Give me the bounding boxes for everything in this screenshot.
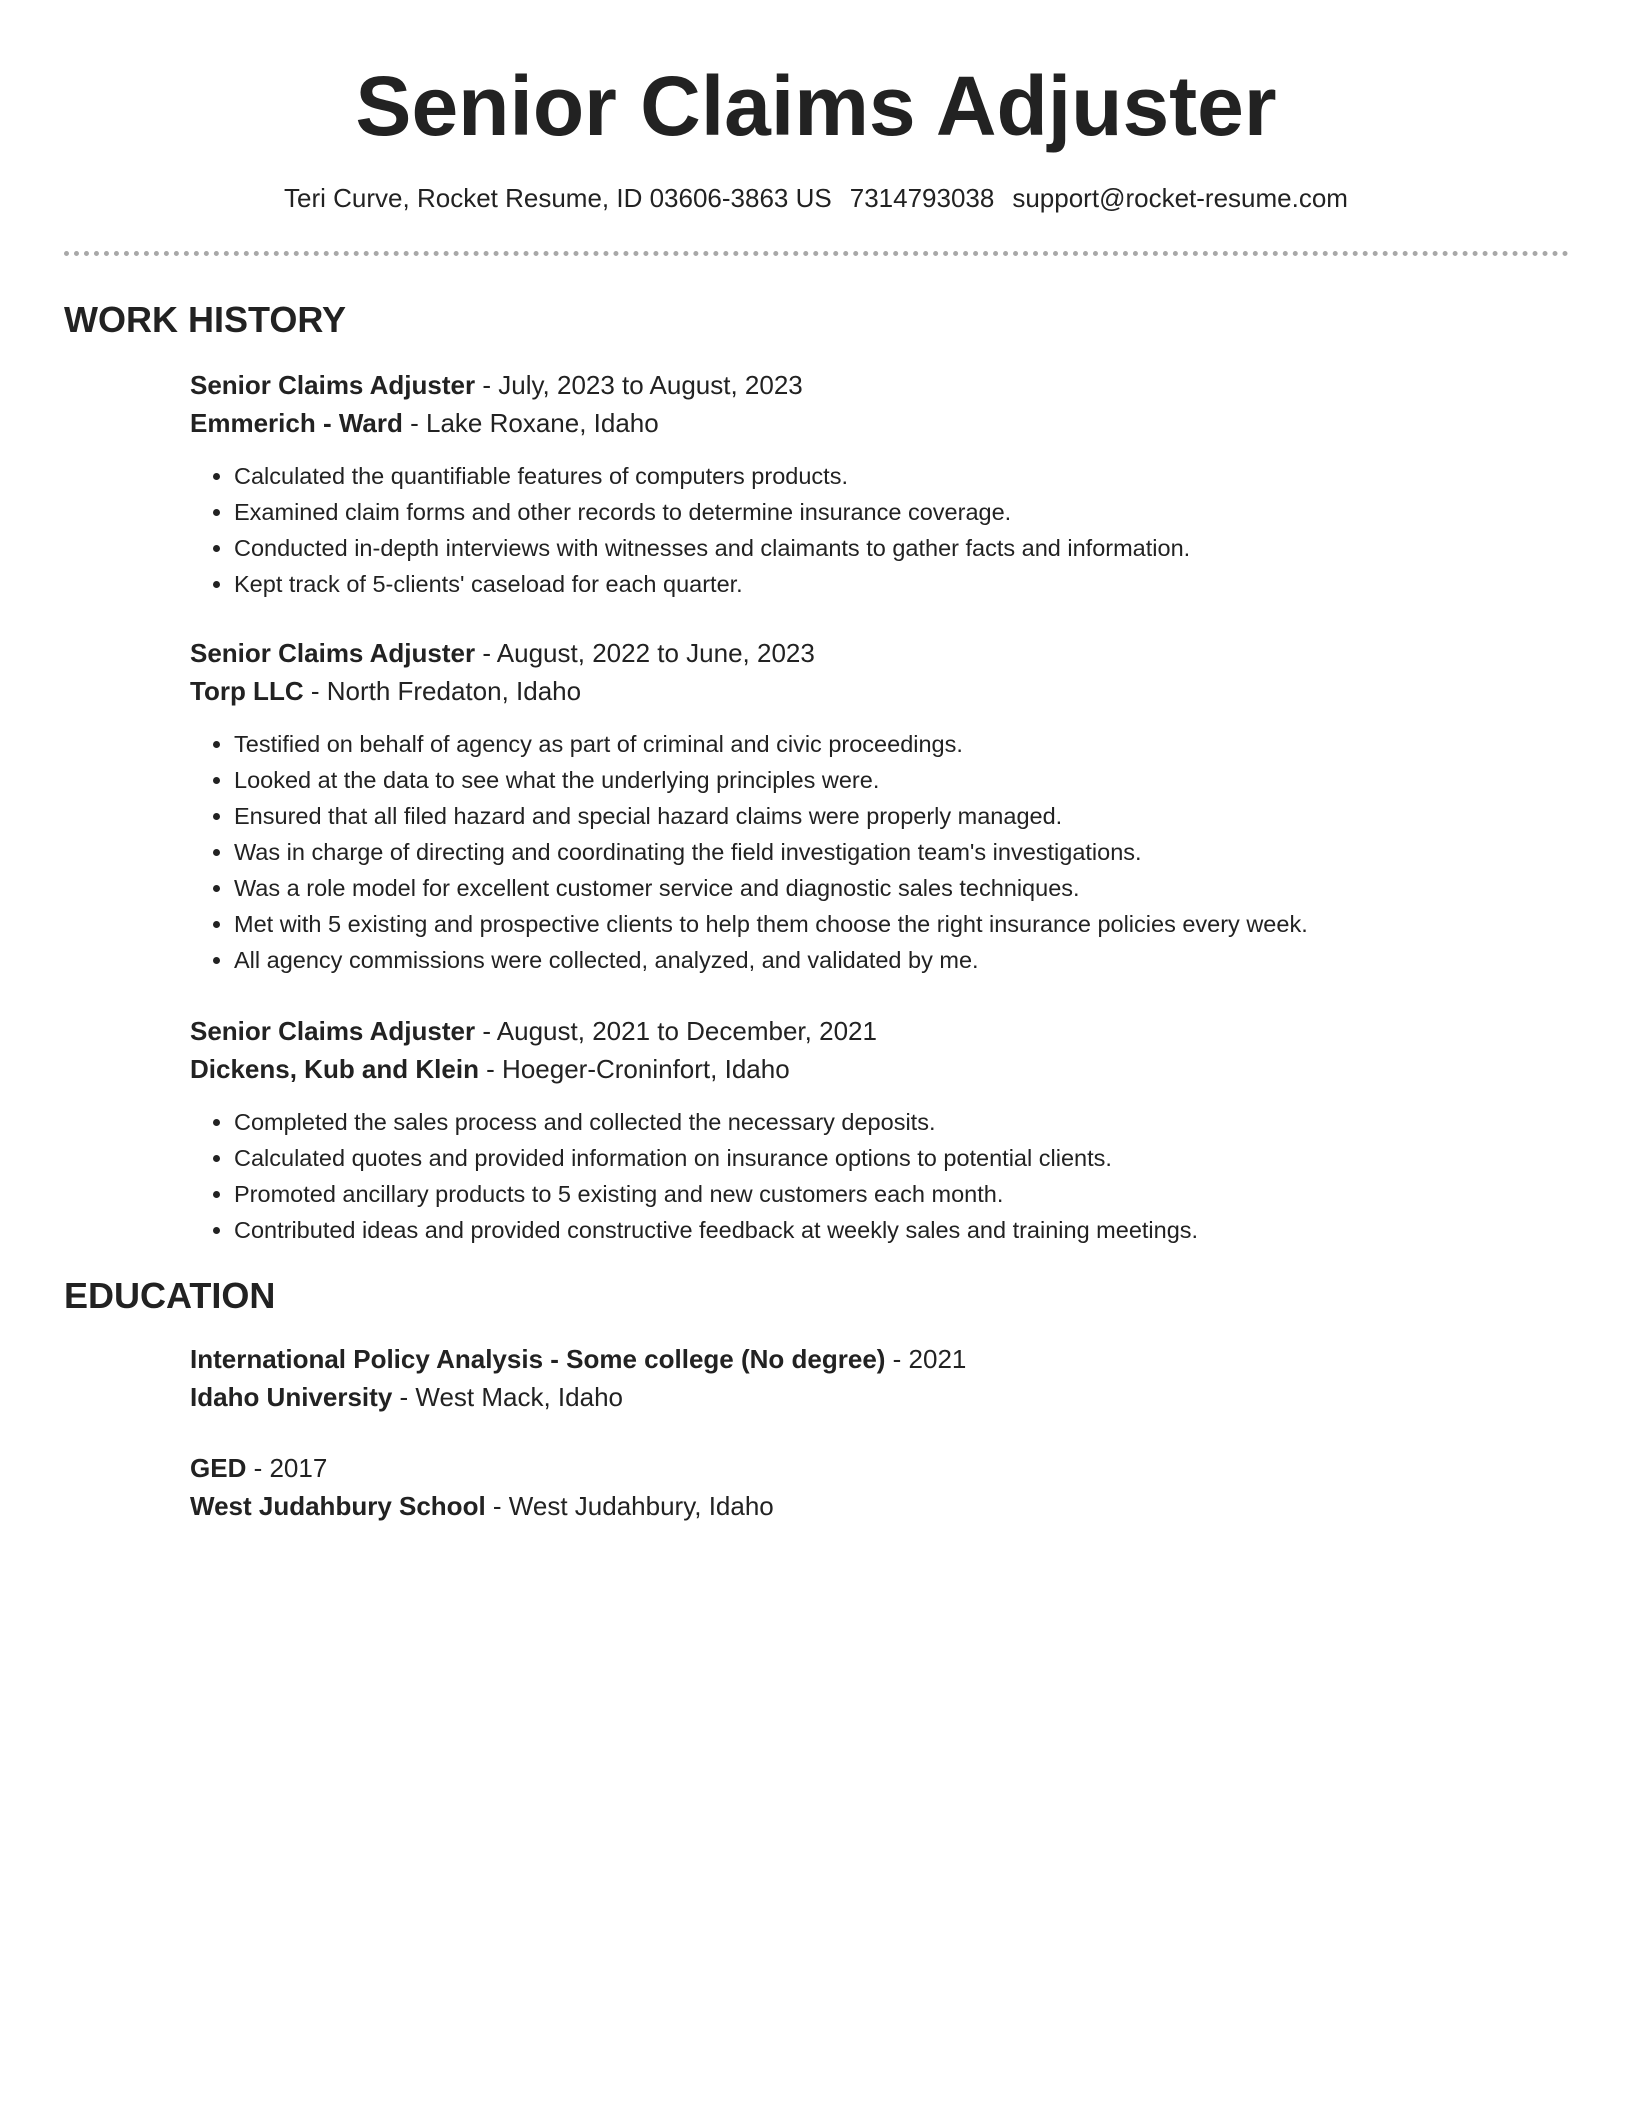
job-company: Emmerich - Ward <box>190 408 403 438</box>
job-company-line <box>190 404 1570 442</box>
education-entry <box>190 1340 1570 1416</box>
degree-line <box>190 1449 1570 1487</box>
job-entry <box>190 1012 1570 1248</box>
contact-phone: 7314793038 <box>849 183 995 213</box>
job-entry <box>190 634 1570 978</box>
work-history-heading: WORK HISTORY <box>64 299 347 340</box>
job-bullet: • Completed the sales process and collected the necessary deposits. <box>234 1104 1570 1140</box>
job-bullet: • Met with 5 existing and prospective clients to help them choose the right insurance policies every week. <box>234 906 1570 942</box>
contact-email: support@rocket-resume.com <box>1012 183 1348 213</box>
job-bullets <box>190 726 1570 978</box>
education-heading: EDUCATION <box>64 1275 276 1316</box>
job-company: Dickens, Kub and Klein <box>190 1054 479 1084</box>
school: West Judahbury School <box>190 1491 486 1521</box>
contact-address: Teri Curve, Rocket Resume, ID 03606-3863 US <box>284 183 832 213</box>
school-line <box>190 1487 1570 1525</box>
degree-line <box>190 1340 1570 1378</box>
job-entry <box>190 366 1570 602</box>
job-title-line <box>190 1012 1570 1050</box>
job-title: Senior Claims Adjuster <box>190 1016 476 1046</box>
job-dates: - July, 2023 to August, 2023 <box>475 370 803 400</box>
job-bullet: • Contributed ideas and provided constructive feedback at weekly sales and training meetings. <box>234 1212 1570 1248</box>
degree-year: - 2017 <box>246 1453 328 1483</box>
job-bullet: • Promoted ancillary products to 5 existing and new customers each month. <box>234 1176 1570 1212</box>
school-line <box>190 1378 1570 1416</box>
job-title-line <box>190 634 1570 672</box>
job-bullet: • Testified on behalf of agency as part of criminal and civic proceedings. <box>234 726 1570 762</box>
job-location: - Lake Roxane, Idaho <box>402 408 659 438</box>
job-location: - Hoeger-Croninfort, Idaho <box>478 1054 790 1084</box>
education-entry <box>190 1449 1570 1525</box>
job-company: Torp LLC <box>190 676 304 706</box>
job-dates: - August, 2021 to December, 2021 <box>475 1016 877 1046</box>
job-bullet: • Calculated the quantifiable features of computers products. <box>234 458 1570 494</box>
resume-title: Senior Claims Adjuster <box>355 59 1277 153</box>
school-location: - West Judahbury, Idaho <box>485 1491 774 1521</box>
job-dates: - August, 2022 to June, 2023 <box>475 638 815 668</box>
degree: International Policy Analysis - Some college (No degree) <box>190 1344 886 1374</box>
school: Idaho University <box>190 1382 393 1412</box>
contact-info <box>0 180 1632 216</box>
job-bullet: • All agency commissions were collected, analyzed, and validated by me. <box>234 942 1570 978</box>
job-bullet: • Calculated quotes and provided information on insurance options to potential clients. <box>234 1140 1570 1176</box>
job-bullet: • Ensured that all filed hazard and special hazard claims were properly managed. <box>234 798 1570 834</box>
job-title: Senior Claims Adjuster <box>190 370 476 400</box>
job-bullet: • Was in charge of directing and coordinating the field investigation team's investigations. <box>234 834 1570 870</box>
job-bullet: • Conducted in-depth interviews with witnesses and claimants to gather facts and information. <box>234 530 1570 566</box>
job-bullet: • Was a role model for excellent customer service and diagnostic sales techniques. <box>234 870 1570 906</box>
job-company-line <box>190 672 1570 710</box>
job-bullets <box>190 1104 1570 1248</box>
job-bullets <box>190 458 1570 602</box>
degree: GED <box>190 1453 247 1483</box>
job-bullet: • Looked at the data to see what the underlying principles were. <box>234 762 1570 798</box>
job-company-line <box>190 1050 1570 1088</box>
school-location: - West Mack, Idaho <box>392 1382 623 1412</box>
job-bullet: • Examined claim forms and other records to determine insurance coverage. <box>234 494 1570 530</box>
job-title: Senior Claims Adjuster <box>190 638 476 668</box>
job-title-line <box>190 366 1570 404</box>
job-bullet: • Kept track of 5-clients' caseload for each quarter. <box>234 566 1570 602</box>
job-location: - North Fredaton, Idaho <box>303 676 582 706</box>
degree-year: - 2021 <box>885 1344 967 1374</box>
header-divider <box>64 251 1569 256</box>
